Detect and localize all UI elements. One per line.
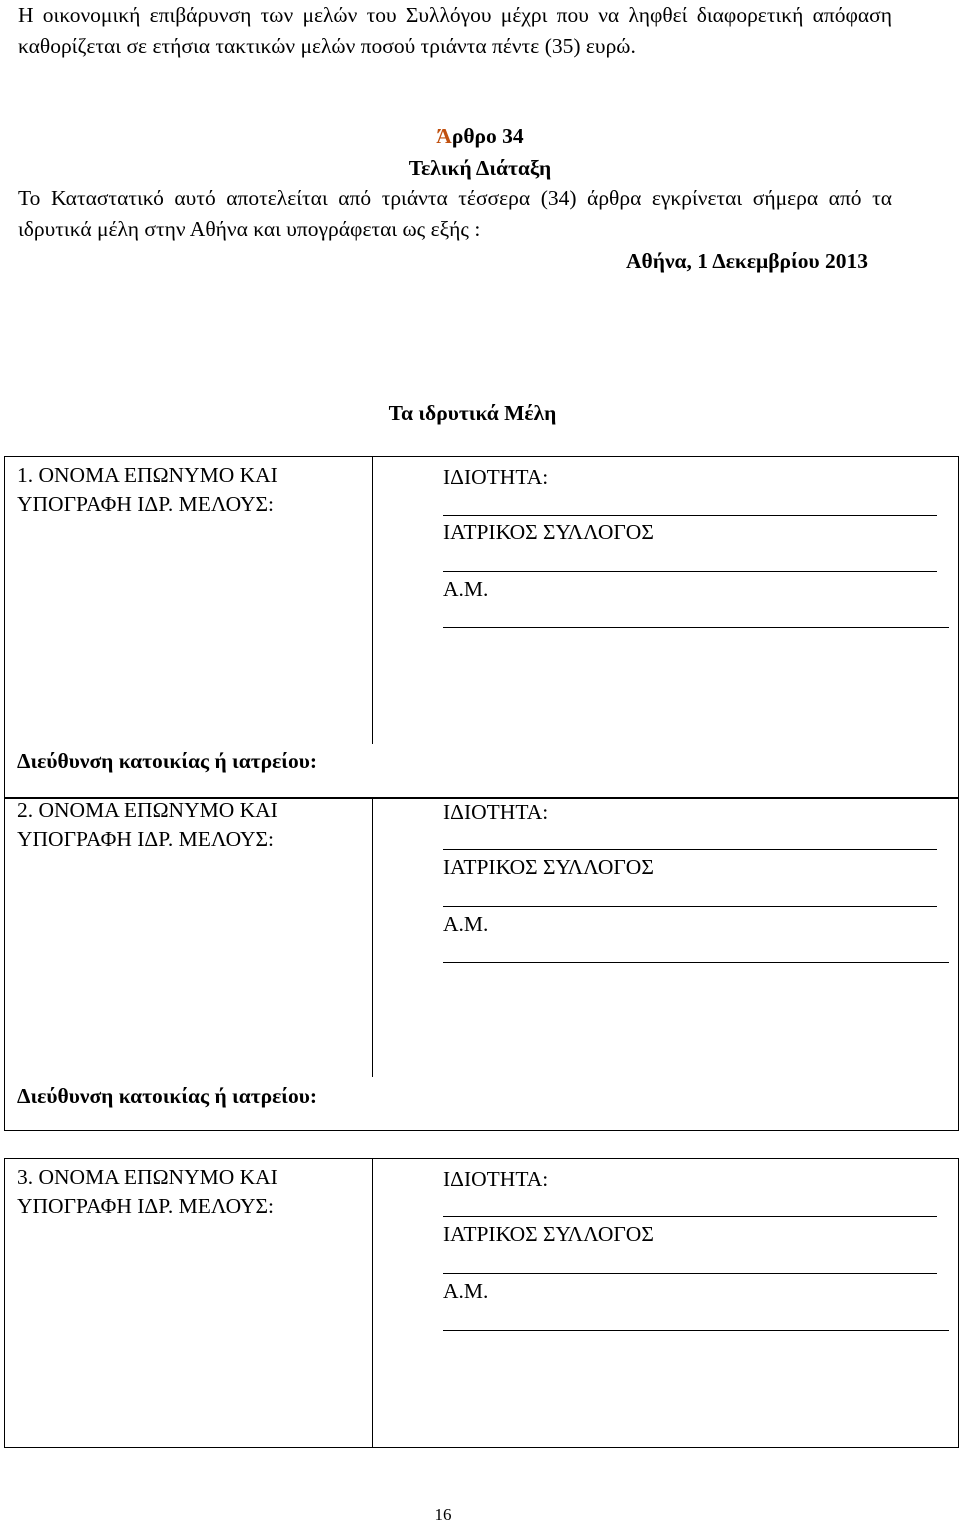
signature-date: Αθήνα, 1 Δεκεμβρίου 2013 [625,249,868,273]
members-heading: Τα ιδρυτικά Μέλη [388,401,557,425]
capacity-label: ΙΔΙΟΤΗΤΑ: [443,800,549,824]
member-name-signature-label: 2. ΟΝΟΜΑ ΕΠΩΝΥΜΟ ΚΑΙ ΥΠΟΓΡΑΦΗ ΙΔΡ. ΜΕΛΟΥΣ: [17,798,278,851]
registration-number-line[interactable] [443,1330,949,1331]
medical-association-label: ΙΑΤΡΙΚΟΣ ΣΥΛΛΟΓΟΣ [443,520,654,544]
page-number: 16 [434,1505,452,1524]
article-title-text: Άρθρο 34 [436,124,524,148]
medical-association-label: ΙΑΤΡΙΚΟΣ ΣΥΛΛΟΓΟΣ [443,855,654,879]
capacity-label: ΙΔΙΟΤΗΤΑ: [443,465,549,489]
member-block-3 [4,1158,959,1448]
intro-paragraph: Η οικονομική επιβάρυνση των μελών του Συλλόγου μέχρι που να ληφθεί διαφορετική απόφαση καθορίζεται σε ετήσια τακτικών μελών ποσού τριάντα πέντε (35) ευρώ. [18,3,892,58]
registration-number-label: Α.Μ. [443,912,489,936]
address-label: Διεύθυνση κατοικίας ή ιατρείου: [17,749,318,773]
article-title-initial: Ά [436,124,452,148]
member-block-1 [4,456,959,799]
column-divider [372,457,373,744]
capacity-label: ΙΔΙΟΤΗΤΑ: [443,1167,549,1191]
member-block-2 [4,797,959,1131]
registration-number-label: Α.Μ. [443,577,489,601]
article-subtitle: Τελική Διάταξη [408,156,552,180]
capacity-line[interactable] [443,849,937,850]
registration-number-line[interactable] [443,962,949,963]
capacity-line[interactable] [443,1216,937,1217]
column-divider [372,1159,373,1447]
column-divider [372,798,373,1077]
registration-number-line[interactable] [443,627,949,628]
member-name-signature-label: 3. ΟΝΟΜΑ ΕΠΩΝΥΜΟ ΚΑΙ ΥΠΟΓΡΑΦΗ ΙΔΡ. ΜΕΛΟΥΣ: [17,1165,278,1218]
address-label: Διεύθυνση κατοικίας ή ιατρείου: [17,1084,318,1108]
medical-association-line[interactable] [443,906,937,907]
medical-association-label: ΙΑΤΡΙΚΟΣ ΣΥΛΛΟΓΟΣ [443,1222,654,1246]
capacity-line[interactable] [443,515,937,516]
medical-association-line[interactable] [443,1273,937,1274]
article-title [0,121,960,152]
registration-number-label: Α.Μ. [443,1279,489,1303]
medical-association-line[interactable] [443,571,937,572]
member-name-signature-label: 1. ΟΝΟΜΑ ΕΠΩΝΥΜΟ ΚΑΙ ΥΠΟΓΡΑΦΗ ΙΔΡ. ΜΕΛΟΥΣ: [17,463,278,516]
article-body: Το Καταστατικό αυτό αποτελείται από τριάντα τέσσερα (34) άρθρα εγκρίνεται σήμερα από τα ιδρυτικά μέλη στην Αθήνα και υπογράφεται ως εξής : [18,186,892,241]
